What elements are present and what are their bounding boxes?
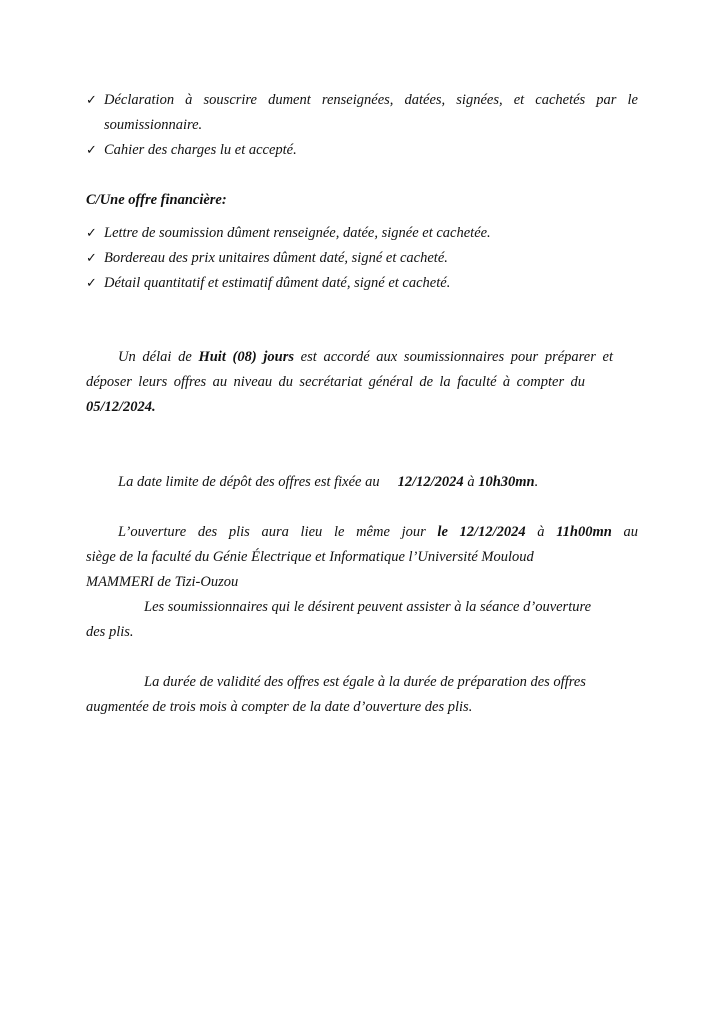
check-icon: ✓: [86, 251, 97, 266]
delay-start-date: 05/12/2024.: [86, 399, 156, 415]
attendance-paragraph-line1: Les soumissionnaires qui le désirent peuvent assister à la séance d’ouverture: [144, 599, 592, 615]
technical-item-specifications: ✓ Cahier des charges lu et accepté.: [86, 142, 297, 158]
deadline-time: 10h30mn: [478, 474, 535, 490]
delay-paragraph-line1: Un délai de Huit (08) jours est accordé aux soumissionnaires pour préparer et: [118, 349, 614, 365]
deadline-date: 12/12/2024: [397, 474, 464, 490]
attendance-paragraph-line2: des plis.: [86, 624, 134, 640]
technical-item-declaration-line2: soumissionnaire.: [104, 117, 203, 133]
financial-item-price-schedule: ✓ Bordereau des prix unitaires dûment daté, signé et cacheté.: [86, 250, 448, 266]
check-icon: ✓: [86, 93, 97, 108]
opening-paragraph-line2: siège de la faculté du Génie Électrique et Informatique l’Université Mouloud: [86, 549, 534, 565]
opening-date: le 12/12/2024: [437, 524, 526, 540]
check-icon: ✓: [86, 226, 97, 241]
opening-time: 11h00mn: [556, 524, 612, 540]
check-icon: ✓: [86, 143, 97, 158]
deadline-paragraph: La date limite de dépôt des offres est fixée au 12/12/2024 à 10h30mn.: [118, 474, 539, 490]
check-icon: ✓: [86, 276, 97, 291]
opening-paragraph-line1: L’ouverture des plis aura lieu le même jour le 12/12/2024 à 11h00mn au: [118, 524, 638, 540]
delay-paragraph-line2: déposer leurs offres au niveau du secrétariat général de la faculté à compter du: [86, 374, 585, 390]
financial-item-quantity-estimate: ✓ Détail quantitatif et estimatif dûment daté, signé et cacheté.: [86, 275, 451, 291]
opening-paragraph-line3: MAMMERI de Tizi-Ouzou: [86, 574, 239, 590]
validity-paragraph-line1: La durée de validité des offres est égale à la durée de préparation des offres: [144, 674, 586, 690]
financial-item-letter: ✓ Lettre de soumission dûment renseignée, datée, signée et cachetée.: [86, 225, 491, 241]
delay-duration: Huit (08) jours: [198, 349, 294, 365]
technical-item-declaration-line1: ✓ Déclaration à souscrire dument renseignées, datées, signées, et cachetés par le: [86, 92, 638, 108]
financial-offer-heading: C/Une offre financière:: [86, 192, 227, 208]
validity-paragraph-line2: augmentée de trois mois à compter de la date d’ouverture des plis.: [86, 699, 473, 715]
